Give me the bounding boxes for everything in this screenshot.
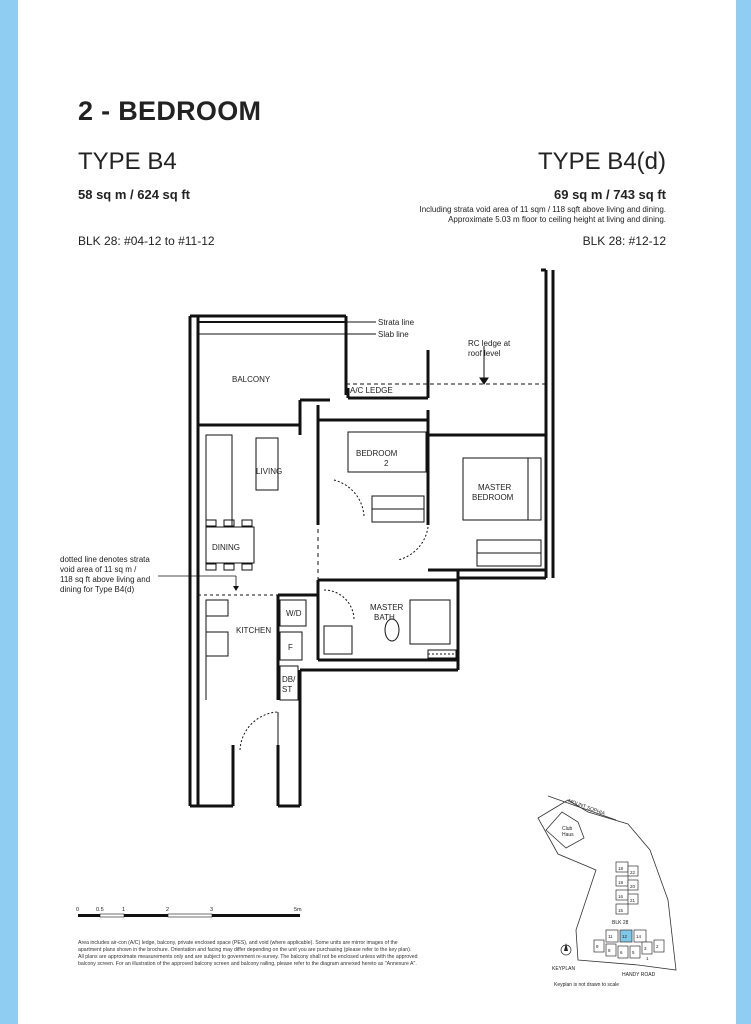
rc-ledge-label-2: roof level (468, 349, 501, 358)
keyplan-block-3: 3 (644, 946, 647, 951)
scale-tick-3: 3 (210, 907, 214, 913)
area-right: 69 sq m / 743 sq ft (554, 187, 666, 202)
keyplan-title: KEYPLAN (552, 966, 576, 972)
keyplan-block-16: 16 (618, 894, 624, 899)
keyplan-block-21: 21 (630, 898, 636, 903)
living-label: LIVING (256, 467, 283, 476)
kitchen-label: KITCHEN (236, 626, 272, 635)
scale-bar (76, 904, 336, 926)
unit-type-right: TYPE B4(d) (537, 148, 666, 175)
balcony-label: BALCONY (232, 375, 271, 384)
dbst-label-1: DB/ (282, 675, 296, 684)
block-units-left: BLK 28: #04-12 to #11-12 (78, 234, 215, 248)
brochure-page (18, 0, 736, 1024)
strata-note-line-1: Including strata void area of 11 sqm / 118 sqft above living and dining. (419, 205, 666, 214)
page-title: 2 - BEDROOM (78, 96, 262, 126)
bedroom-2-label-1: BEDROOM (356, 449, 398, 458)
bedroom-2-label-2: 2 (384, 459, 389, 468)
scale-tick-5m: 5m (294, 907, 302, 913)
wd-label: W/D (286, 609, 302, 618)
dotted-note-3: 118 sq ft above living and (60, 575, 151, 584)
dining-label: DINING (212, 543, 240, 552)
strata-line-label: Strata line (378, 318, 415, 327)
keyplan-block-20: 20 (630, 884, 636, 889)
dotted-note-4: dining for Type B4(d) (60, 585, 135, 594)
scale-tick-0-5: 0.5 (96, 907, 104, 913)
keyplan-club-label-2: Haus (562, 832, 574, 838)
master-bath-label-2: BATH (374, 613, 395, 622)
scale-tick-1: 1 (122, 907, 126, 913)
scale-tick-2: 2 (166, 907, 170, 913)
dbst-label-2: ST (282, 685, 293, 694)
area-left: 58 sq m / 624 sq ft (78, 187, 190, 202)
keyplan-block-9: 9 (596, 944, 599, 949)
dotted-note-2: void area of 11 sq m / (60, 565, 137, 574)
block-units-right: BLK 28: #12-12 (582, 234, 666, 248)
keyplan-block-19: 19 (618, 880, 624, 885)
keyplan-block-22: 22 (630, 870, 636, 875)
keyplan-block-2: 2 (656, 944, 659, 949)
keyplan-club-label-1: Club (562, 826, 573, 832)
keyplan-note: Keyplan is not drawn to scale (554, 982, 620, 988)
keyplan-block-12: 12 (622, 934, 628, 939)
keyplan-block-8: 8 (608, 948, 611, 953)
unit-type-left: TYPE B4 (78, 148, 177, 175)
keyplan-blk-label: BLK 28 (612, 920, 629, 926)
slab-line-label: Slab line (378, 330, 409, 339)
master-bedroom-label-1: MASTER (478, 483, 512, 492)
fridge-label: F (288, 643, 293, 652)
master-bedroom-label-2: BEDROOM (472, 493, 514, 502)
floor-plan (18, 260, 736, 820)
keyplan-road-bottom: HANDY ROAD (622, 972, 656, 978)
keyplan-block-14: 14 (636, 934, 642, 939)
north-arrow-icon (561, 943, 571, 955)
ac-ledge-label: A/C LEDGE (350, 386, 393, 395)
keyplan-block-5: 5 (632, 950, 635, 955)
strata-note-line-2: Approximate 5.03 m floor to ceiling height at living and dining. (448, 215, 666, 224)
keyplan-block-18: 18 (618, 866, 624, 871)
scale-tick-0: 0 (76, 907, 80, 913)
keyplan-block-6: 6 (620, 950, 623, 955)
keyplan-block-11: 11 (608, 934, 613, 939)
keyplan-block-1: 1 (646, 956, 649, 961)
keyplan-road-top: MOUNT SOPHIA (567, 798, 606, 818)
strata-note (346, 205, 666, 225)
dotted-note-1: dotted line denotes strata (60, 555, 150, 564)
keyplan (518, 790, 698, 990)
master-bath-label-1: MASTER (370, 603, 404, 612)
disclaimer-text: Area includes air-con (A/C) ledge, balcony, private enclosed space (PES), and void (where applicable). Some units are mirror images of the apartment plans shown in the brochure. Orientation and facing may differ depending on the unit you are purchasing (please refer to the key plan). All plans are approximate measurements only and are subject to government re-survey. The balcony shall not be enclosed unless with the approved balcony screen. For an illustration of the approved balcony screen and balcony railing, please refer to the diagram annexed hereto as "Annexure A". (78, 940, 418, 967)
keyplan-block-15: 15 (618, 908, 624, 913)
rc-ledge-label-1: RC ledge at (468, 339, 511, 348)
